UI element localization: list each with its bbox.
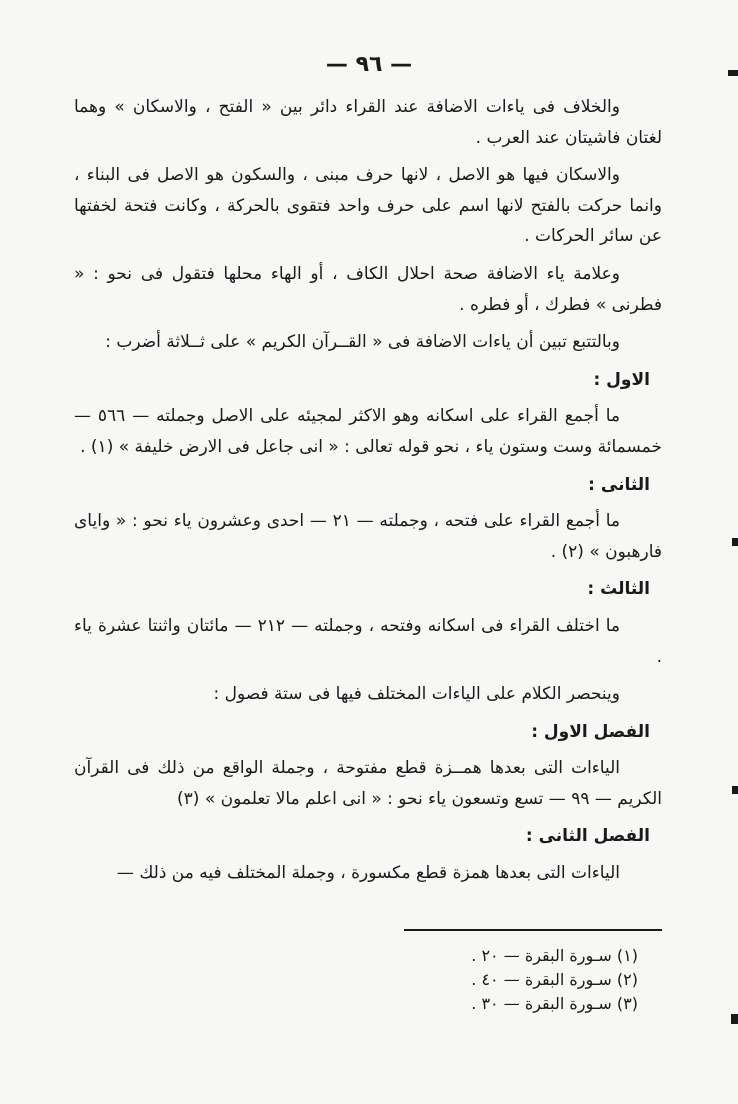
- edge-mark: [732, 786, 738, 794]
- body-text: [74, 92, 662, 896]
- edge-mark: [732, 538, 738, 546]
- heading-first: الاول :: [593, 369, 650, 390]
- paragraph-second: ما أجمع القراء على فتحه ، وجملته — ٢١ — احدى وعشرون ياء نحو : « واياى فارهبون » (٢) .: [74, 511, 662, 562]
- paragraph-intro: والخلاف فى ياءات الاضافة عند القراء دائر بين « الفتح ، والاسكان » وهما لغتان فاشيتان عند العرب .: [74, 97, 662, 148]
- paragraph-alama: وعلامة ياء الاضافة صحة احلال الكاف ، أو الهاء محلها فتقول فى نحو : « فطرنى » فطرك ، أو فطره .: [74, 263, 662, 315]
- paragraph-six-chapters: وينحصر الكلام على الياءات المختلف فيها فى ستة فصول :: [213, 684, 620, 705]
- paragraph-third: ما اختلف القراء فى اسكانه وفتحه ، وجملته — ٢١٢ — مائتان واثنتا عشرة ياء .: [74, 615, 662, 667]
- footnotes: [378, 944, 638, 1016]
- paragraph-chapter-one: الياءات التى بعدها همــزة قطع مفتوحة ، وجملة الواقع من ذلك فى القرآن الكريم — ٩٩ — تسع وتسعون ياء نحو : « انى اعلم مالا تعلمون » (٣): [74, 758, 662, 809]
- footnote-divider: [404, 929, 662, 931]
- heading-third: الثالث :: [587, 579, 650, 600]
- footnote-1: (١) سـورة البقرة — ٢٠ .: [471, 946, 638, 965]
- edge-mark: [731, 1014, 738, 1024]
- paragraph-chapter-two: الياءات التى بعدها همزة قطع مكسورة ، وجملة المختلف فيه من ذلك —: [116, 863, 620, 884]
- page-number: — ٩٦ —: [325, 52, 413, 77]
- heading-chapter-two: الفصل الثانى :: [525, 826, 650, 847]
- paragraph-tatabbu: وبالتتبع تبين أن ياءات الاضافة فى « القــرآن الكريم » على ثــلاثة أضرب :: [105, 332, 620, 353]
- paragraph-first: ما أجمع القراء على اسكانه وهو الاكثر لمجيئه على الاصل وجملته — ٥٦٦ — خمسمائة وست وستون ياء ، نحو قوله تعالى : « انى جاعل فى الارض خليفة » (١) .: [74, 406, 662, 457]
- heading-chapter-one: الفصل الاول :: [531, 721, 650, 742]
- heading-second: الثانى :: [588, 474, 650, 495]
- footnote-3: (٣) سـورة البقرة — ٣٠ .: [471, 994, 638, 1013]
- paragraph-iskan: والاسكان فيها هو الاصل ، لانها حرف مبنى ، والسكون هو الاصل فى البناء ، وانما حركت بالفتح لانها اسم على حرف واحد فتقوى بالحركة ، وكانت فتحة لخفتها عن سائر الحركات .: [74, 165, 662, 247]
- footnote-2: (٢) سـورة البقرة — ٤٠ .: [471, 970, 638, 989]
- edge-mark: [728, 70, 738, 76]
